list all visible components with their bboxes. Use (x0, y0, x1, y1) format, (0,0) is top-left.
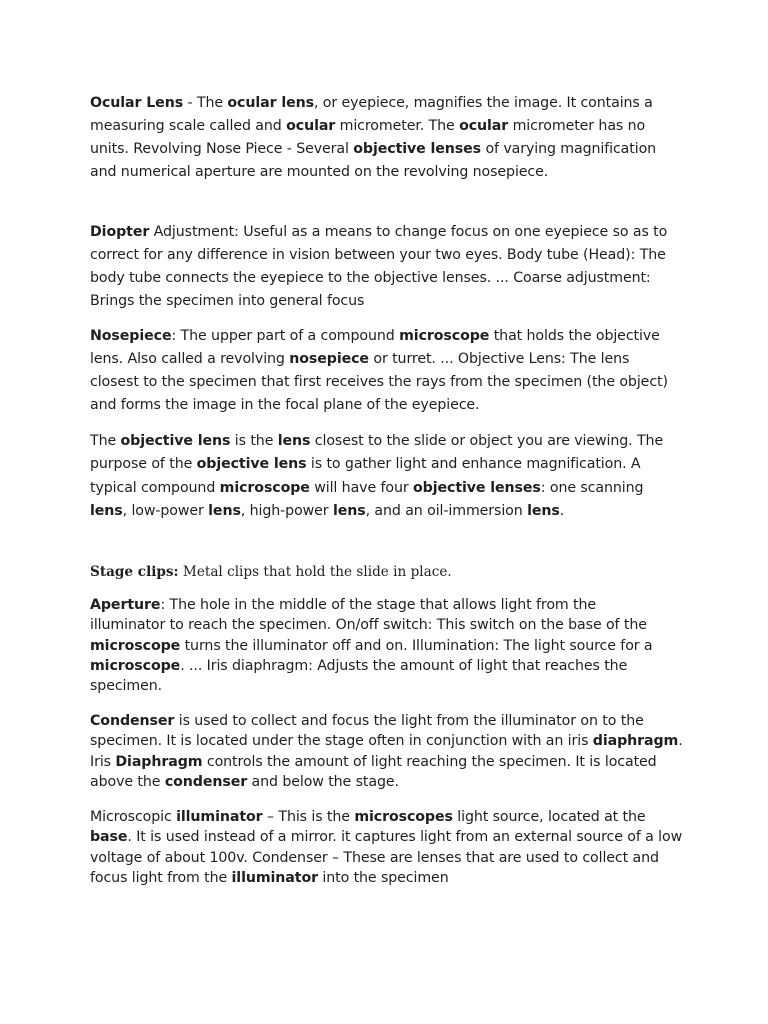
text-run: , high-power (240, 502, 333, 519)
bold-term: Nosepiece (90, 328, 172, 344)
bold-term: illuminator (231, 869, 318, 886)
text-run: micrometer has no units. Revolving Nose Piece - Several (90, 118, 646, 158)
bold-term: lens (277, 433, 311, 449)
bold-term: Diaphragm (115, 753, 203, 770)
bold-term: microscope (399, 328, 490, 344)
text-run: : The upper part of a compound (171, 328, 400, 344)
text-run: turns the illuminator off and on. Illumination: The light source for a (180, 637, 653, 654)
bold-term: illuminator (176, 809, 263, 825)
text-run: light source, located at the (452, 809, 646, 825)
text-run: , and an oil-immersion (365, 502, 528, 519)
text-run: micrometer. The (335, 118, 460, 135)
text-run: : one scanning (540, 479, 644, 496)
paragraph-stage-clips (90, 562, 680, 582)
paragraph-diopter-adjustment (90, 221, 680, 313)
bold-term: microscopes (354, 809, 453, 825)
bold-term: ocular lens (227, 95, 314, 111)
bold-term: nosepiece (289, 351, 369, 368)
bold-term: objective lens (120, 433, 231, 449)
paragraph-objective-lens (90, 430, 680, 523)
bold-term: microscope (90, 637, 181, 654)
text-run: The (90, 433, 121, 449)
text-run: of varying magnification and numerical aperture are mounted on the revolving nosepiece. (90, 141, 657, 181)
bold-term: base (90, 829, 128, 846)
bold-term: lens (90, 502, 123, 519)
text-run: and below the stage. (247, 773, 399, 790)
text-run: . Iris (90, 733, 683, 770)
text-run: is used to collect and focus the light from the illuminator on to the specimen. It is located under the stage often in conjunction with an iris (90, 713, 644, 750)
bold-term: objective lens (196, 456, 307, 473)
text-run: - The (183, 95, 228, 111)
text-run: . ... Iris diaphragm: Adjusts the amount of light that reaches the specimen. (90, 657, 628, 695)
text-run: or turret. ... Objective Lens: The lens closest to the specimen that first receives the rays from the specimen (the object) and forms the image in the focal plane of the eyepiece. (90, 351, 668, 414)
bold-term: objective lenses (353, 141, 482, 158)
bold-term: lens (208, 502, 241, 519)
text-run: . It is used instead of a mirror. it captures light from an external source of a low voltage of about 100v. Condenser – These are lenses that are used to collect and focus light from the (90, 829, 683, 886)
text-run: closest to the slide or object you are viewing. The purpose of the (90, 433, 664, 473)
bold-term: diaphragm (592, 733, 679, 750)
text-run: Metal clips that hold the slide in place. (178, 564, 452, 580)
text-run: , or eyepiece, magnifies the image. It contains a measuring scale called and (90, 95, 653, 135)
text-run: that holds the objective lens. Also called a revolving (90, 328, 660, 368)
bold-term: condenser (164, 773, 248, 790)
bold-term: Stage clips: (90, 564, 179, 580)
text-run: is the (230, 433, 278, 449)
text-run: – This is the (262, 809, 355, 825)
bold-term: microscope (90, 657, 181, 674)
text-run: is to gather light and enhance magnification. A typical compound (90, 456, 641, 496)
bold-term: ocular (286, 118, 336, 135)
text-run: Microscopic (90, 809, 177, 825)
bold-term: lens (527, 502, 560, 519)
bold-term: Condenser (90, 713, 175, 729)
bold-term: Aperture (90, 597, 161, 613)
text-run: will have four (309, 479, 414, 496)
text-run: into the specimen (317, 869, 449, 886)
paragraph-aperture (90, 595, 660, 696)
bold-term: Diopter (90, 224, 150, 240)
bold-term: Ocular Lens (90, 95, 184, 111)
text-run: controls the amount of light reaching the specimen. It is located above the (90, 753, 657, 790)
text-run: . (559, 502, 565, 519)
text-run: : The hole in the middle of the stage that allows light from the illuminator to reach the specimen. On/off switch: This switch on the base of the (90, 597, 647, 634)
text-run: Adjustment: Useful as a means to change focus on one eyepiece so as to correct for any difference in vision between your two eyes. Body tube (Head): The body tube connects the eyepiece to the objective lenses. ... Coarse adjustment: Brings the specimen into general focus (90, 224, 668, 310)
bold-term: lens (332, 502, 366, 519)
bold-term: objective lenses (413, 479, 541, 496)
paragraph-condenser (90, 711, 690, 792)
bold-term: microscope (219, 479, 310, 496)
paragraph-nosepiece (90, 325, 680, 417)
text-run: , low-power (122, 502, 209, 519)
bold-term: ocular (459, 118, 509, 135)
paragraph-ocular-lens (90, 92, 680, 184)
paragraph-illuminator (90, 807, 690, 888)
